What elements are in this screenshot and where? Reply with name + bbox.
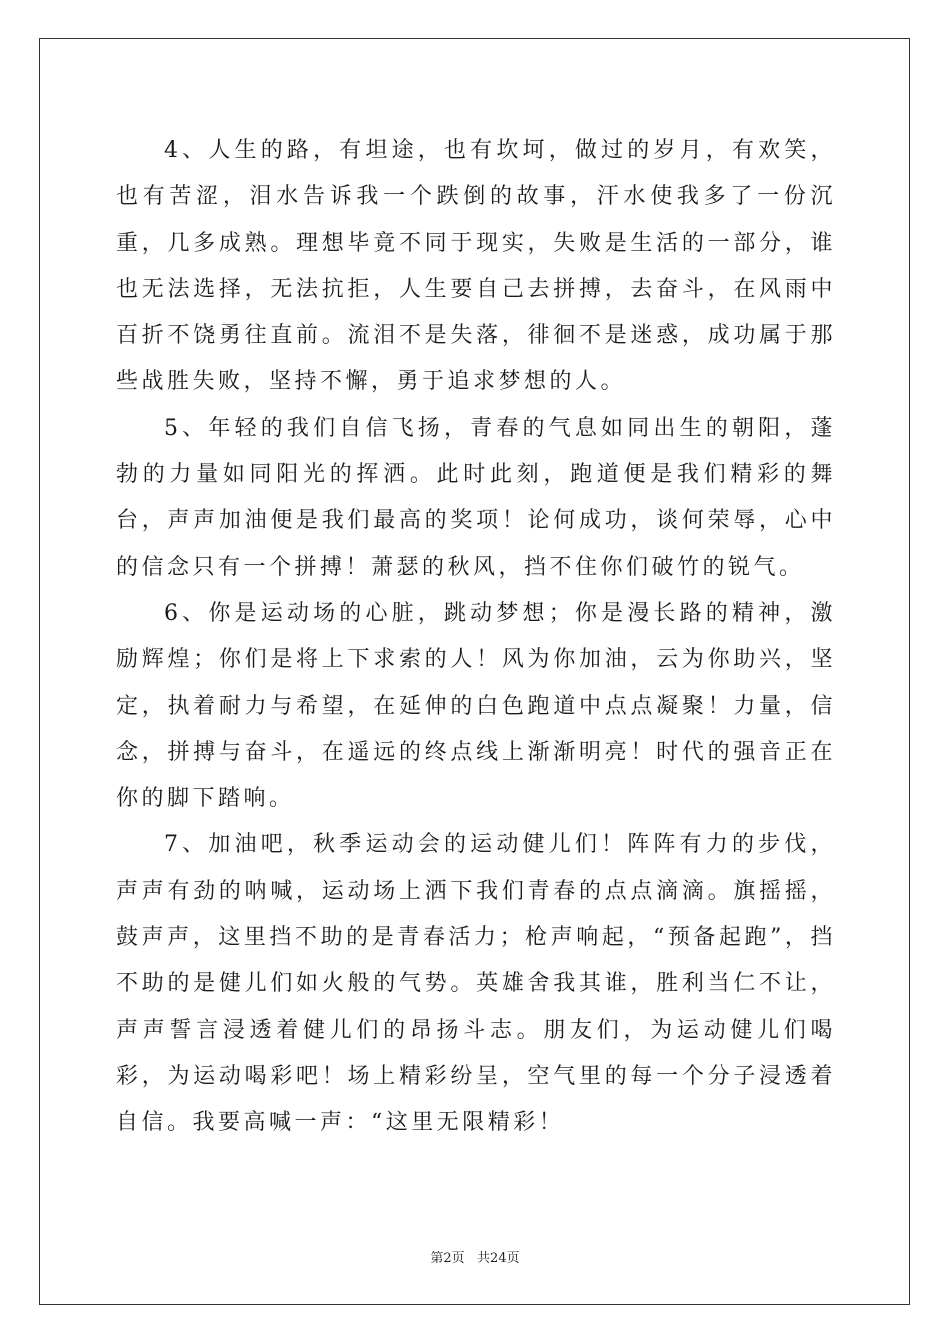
paragraph-7: 7、加油吧，秋季运动会的运动健儿们！阵阵有力的步伐，声声有劲的呐喊，运动场上洒下我们青春的点点滴滴。旗摇摇，鼓声声，这里挡不助的是青春活力；枪声响起，“预备起跑”，挡不助的是健儿们如火般的气势。英雄舍我其谁，胜利当仁不让，声声誓言浸透着健儿们的昂扬斗志。朋友们，为运动健儿们喝彩，为运动喝彩吧！场上精彩纷呈，空气里的每一个分子浸透着自信。我要高喊一声：“这里无限精彩！ bbox=[116, 832, 836, 1136]
paragraph-4: 4、人生的路，有坦途，也有坎坷，做过的岁月，有欢笑，也有苦涩，泪水告诉我一个跌倒的故事，汗水使我多了一份沉重，几多成熟。理想毕竟不同于现实，失败是生活的一部分，谁也无法选择，无法抗拒，人生要自己去拼搏，去奋斗，在风雨中百折不饶勇往直前。流泪不是失落，徘徊不是迷惑，成功属于那些战胜失败，坚持不懈，勇于追求梦想的人。 bbox=[116, 138, 836, 395]
document-body bbox=[116, 128, 836, 1147]
paragraph-5: 5、年轻的我们自信飞扬，青春的气息如同出生的朝阳，蓬勃的力量如同阳光的挥洒。此时此刻，跑道便是我们精彩的舞台，声声加油便是我们最高的奖项！论何成功，谈何荣辱，心中的信念只有一个拼搏！萧瑟的秋风，挡不住你们破竹的锐气。 bbox=[116, 415, 836, 580]
page-number: 第2页 共24页 bbox=[430, 1251, 520, 1266]
paragraph-6: 6、你是运动场的心脏，跳动梦想；你是漫长路的精神，激励辉煌；你们是将上下求索的人！风为你加油，云为你助兴，坚定，执着耐力与希望，在延伸的白色跑道中点点凝聚！力量，信念，拼搏与奋斗，在遥远的终点线上渐渐明亮！时代的强音正在你的脚下踏响。 bbox=[116, 600, 836, 812]
